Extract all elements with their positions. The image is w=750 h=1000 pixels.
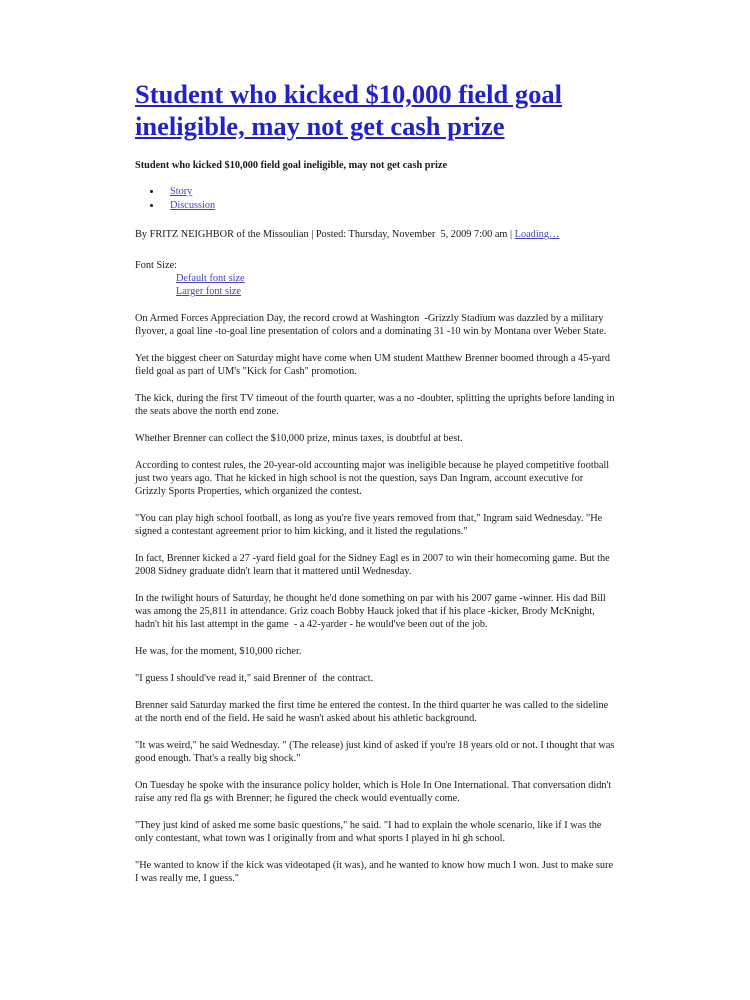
font-size-links xyxy=(176,272,615,298)
article-paragraph: "You can play high school football, as long as you're five years removed from that," Ingram said Wednesday. "He signed a contestant agreement prior to him kicking, and it listed the regulations." xyxy=(135,513,605,537)
article-paragraph: In fact, Brenner kicked a 27 -yard field goal for the Sidney Eagl es in 2007 to win their homecoming game. But the 2008 Sidney graduate didn't learn that it mattered until Wednesday. xyxy=(135,553,613,577)
article-paragraph: "He wanted to know if the kick was videotaped (it was), and he wanted to know how much I won. Just to make sure I was really me, I guess." xyxy=(135,860,616,884)
byline-text: By FRITZ NEIGHBOR of the Missoulian | Posted: Thursday, November 5, 2009 7:00 am | xyxy=(135,229,515,240)
larger-font-size-link[interactable]: Larger font size xyxy=(176,286,241,297)
article-paragraph: "I guess I should've read it," said Brenner of the contract. xyxy=(135,673,374,684)
article-paragraph: In the twilight hours of Saturday, he thought he'd done something on par with his 2007 game -winner. His dad Bill was among the 25,811 in attendance. Griz coach Bobby Hauck joked that if his place -kicker, Brody McKnight, hadn't hit his last attempt in the game - a 42-yarder - he would've been out of the job. xyxy=(135,593,609,630)
article-paragraph: Yet the biggest cheer on Saturday might have come when UM student Matthew Brenner boomed through a 45-yard field goal as part of UM's "Kick for Cash" promotion. xyxy=(135,353,613,377)
loading-link[interactable]: Loading… xyxy=(514,229,560,240)
default-font-size-link[interactable]: Default font size xyxy=(176,273,245,284)
article-paragraph: The kick, during the first TV timeout of the fourth quarter, was a no -doubter, splitting the uprights before landing in the seats above the north end zone. xyxy=(135,393,618,417)
article-paragraph: On Tuesday he spoke with the insurance policy holder, which is Hole In One International. That conversation didn't raise any red fla gs with Brenner; he figured the check would eventually come. xyxy=(135,780,614,804)
list-item xyxy=(162,199,615,213)
page-title xyxy=(135,78,615,142)
article-paragraph: "They just kind of asked me some basic questions," he said. "I had to explain the whole scenario, like if I was the only contestant, what town was I originally from and what sports I played in hi gh school. xyxy=(135,820,604,844)
article-paragraph: Brenner said Saturday marked the first time he entered the contest. In the third quarter he was called to the sideline at the north end of the field. He said he wasn't asked about his athletic background. xyxy=(135,700,611,724)
byline xyxy=(135,228,615,241)
discussion-link[interactable]: Discussion xyxy=(170,200,216,211)
article-title-link[interactable]: Student who kicked $10,000 field goal ineligible, may not get cash prize xyxy=(135,79,563,141)
article-paragraph: According to contest rules, the 20-year-old accounting major was ineligible because he played competitive football just two years ago. That he kicked in high school is not the question, says Dan Ingram, account executive for Grizzly Sports Properties, which organized the contest. xyxy=(135,460,612,497)
story-link[interactable]: Story xyxy=(170,186,193,197)
list-item xyxy=(162,185,615,199)
article-paragraph: He was, for the moment, $10,000 richer. xyxy=(135,646,302,657)
article-paragraph: On Armed Forces Appreciation Day, the record crowd at Washington -Grizzly Stadium was dazzled by a military flyover, a goal line -to-goal line presentation of colors and a dominating 31 -10 win by Montana over Weber State. xyxy=(135,313,607,337)
article-nav-list xyxy=(135,185,615,213)
article-subtitle: Student who kicked $10,000 field goal ineligible, may not get cash prize xyxy=(135,160,448,171)
article-paragraph: "It was weird," he said Wednesday. " (The release) just kind of asked if you're 18 years old or not. I thought that was good enough. That's a really big shock." xyxy=(135,740,618,764)
font-size-controls xyxy=(135,259,615,298)
font-size-label: Font Size: xyxy=(135,260,178,271)
article-paragraph: Whether Brenner can collect the $10,000 prize, minus taxes, is doubtful at best. xyxy=(135,433,463,444)
article-body xyxy=(135,312,618,885)
